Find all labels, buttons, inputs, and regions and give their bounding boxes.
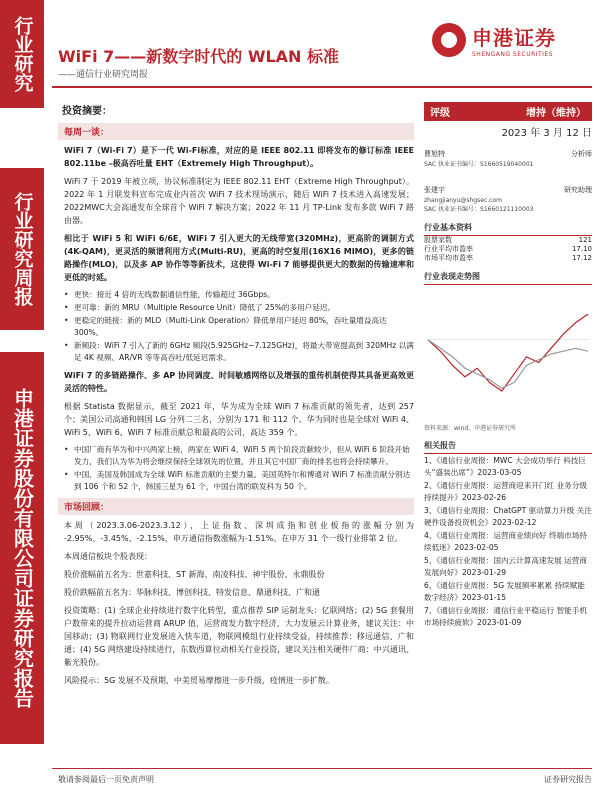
analyst-block (424, 149, 592, 214)
basic-key: 市场平均市盈率 (424, 254, 473, 262)
list-item: • 更快：接近 4 倍的无线数据通信性能，传输超过 36Gbps。 (64, 289, 414, 301)
paragraph-4: WiFi 7 的多链路操作、多 AP 协同调度、时间敏感网络以及增强的重传机制使得其具备更高效更灵活的特性。 (64, 371, 414, 393)
side-panel (424, 102, 592, 629)
basic-value: 17.10 (571, 245, 592, 253)
paragraph-1: WiFi 7（Wi-Fi 7）是下一代 Wi-Fi标准，对应的是 IEEE 802.11 即将发布的修订标准 IEEE 802.11be –极高吞吐量 EHT（Extremely High Throughput）。 (64, 146, 414, 168)
analyst-name: 张建宇 (424, 186, 445, 194)
section-market-review: 市场回顾： (58, 498, 414, 515)
left-sidebar (0, 0, 44, 800)
chart-series-1 (428, 314, 588, 391)
footer-disclaimer[interactable]: 敬请参阅最后一页免责声明 (58, 775, 154, 784)
analyst-role: 研究助理 (564, 186, 592, 194)
paragraph-2: WiFi 7 于 2019 年被立项，协议标准制定为 IEEE 802.11 EHT（Extreme High Throughput）。2022 年 1 月联发科宣布完成业内首次 WiFi 7 技术现场演示，随后 WiFi 7 技术进入高速发展；2022MWC大会高通发布全球首个 WiFi 7 解决方案；2022 年 11 月 TP-Link 发布多款 WiFi 7 路由器。 (64, 177, 414, 225)
related-report-link[interactable]: 1、《通信行业周报：MWC 大会成功举行 科技巨头“盛装出席”》2023-03-05 (424, 456, 586, 477)
table-row (424, 236, 592, 245)
analyst-email[interactable]: zhangjianyu@shgsec.com (424, 197, 502, 204)
analyst-cert: SAC 执业证书编号：S1660519040001 (424, 161, 534, 168)
analyst-role: 分析师 (571, 150, 592, 158)
paragraph-9: 股价跌幅前五名为：华脉科技、博创科技、特发信息、鼎通科技、广和通 (64, 588, 320, 597)
rating-label: 评级 (430, 108, 450, 119)
basic-value: 121 (578, 236, 592, 244)
list-item: • 更稳定的链接：新的 MLO（Multi-Link Operation）降低单用户延迟 80%，吞吐量增益高达 300%。 (64, 315, 414, 339)
list-item: • 中国厂商有华为和中兴两家上榜，两家在 WiFi 4、WiFi 5 两个阶段贡献较少，但从 WiFi 6 阶段开始发力，我们认为华为将会继续保持全球领先的位置，并且其它中国厂商的排名也将会持续攀升。 (64, 444, 414, 468)
related-report-link[interactable]: 2、《通信行业周报：运营商迎来开门红 业务分级持续提升》2023-02-26 (424, 481, 587, 502)
related-reports-list (424, 455, 592, 629)
page-footer (58, 774, 592, 785)
sidebar-block-industry: 行业研究 (0, 0, 44, 108)
list-item: • 中国、美国及韩国成为全球 WiFi 标准贡献的主要力量。美国英特尔和博通对 WiFi 7 标准贡献分别达到 106 个和 52 个，韩国三星为 61 个，中国台湾的联发科为 50 个。 (64, 469, 414, 493)
basic-info-table (424, 236, 592, 263)
logo-mark-icon (432, 23, 466, 57)
industry-trend-chart (424, 289, 592, 419)
section-weekly-talk: 每周一谈： (58, 123, 414, 140)
paragraph-strategy: 投资策略：(1) 全球企业持续进行数字化转型，重点推荐 SIP 运制龙头：亿联网络；(2) 5G 套餐用户数带来的提升拉动运营商 ARUP 值，运营商发力数字经济，大力发展云计算业务，建议关注：中国移动；(3) 物联网行业发展进入快车道，物联网模组行业持续受益，持续推荐：移远通信、广和通；(4) 5G 网络建设持续进行，东数西算拉动相关行业投资，建议关注相关硬件厂商：中兴通讯、紫光股份。 (64, 606, 414, 667)
list-item: • 新频段：WiFi 7 引入了新的 6GHz 频段(5.925GHz~7.125GHz)，将最大带宽提高到 320MHz 以满足 4K 视频、AR/VR 等等高吞吐/低延迟需求。 (64, 340, 414, 364)
related-report-link[interactable]: 3、《通信行业周报：ChatGPT 驱动算力升级 关注硬件设备投资机会》2023-02-12 (424, 506, 592, 527)
paragraph-7: 本周通信板块个股表现： (64, 552, 152, 561)
footer-label: 证券研究报告 (544, 775, 592, 784)
paragraph-3: 相比于 WiFi 5 和 WiFi 6/6E，WiFi 7 引入更大的无线带宽(320MHz)，更高阶的调制方式(4K-QAM)，更灵活的频谱利用方式(Multi-RU)，更高的时空复用(16X16 MIMO)，更多的链路操作(MLO)，以及多 AP 协作等等新技术，这使得 Wi-Fi 7 能够提供更大的数据的传输速率和更低的时延。 (64, 234, 414, 282)
basic-info-title: 行业基本资料 (424, 222, 592, 236)
related-report-link[interactable]: 7、《通信行业周报：通信行业平稳运行 智能手机市场持续疲软》2023-01-09 (424, 606, 587, 627)
rating-value: 增持（维持） (526, 108, 586, 119)
page-title: WiFi 7——新数字时代的 WLAN 标准 (58, 47, 340, 66)
bullet-list-1 (64, 289, 414, 364)
page-subtitle: ——通信行业研究周报 (58, 70, 149, 80)
footer-divider (52, 768, 592, 769)
analyst-name: 曹旭特 (424, 150, 445, 158)
bullet-list-2 (64, 444, 414, 493)
paragraph-8: 股价涨幅前五名为：世嘉科技、ST 新海、南凌科技、神宇股份、永鼎股份 (64, 570, 325, 579)
paragraph-6: 本周（2023.3.06-2023.3.12），上证指数、深圳成指和创业板指的涨幅分别为 -2.95%、-3.45%、-2.15%，申万通信指数涨幅为-1.51%。在申万 31 个一级行业排第 2 位。 (64, 521, 414, 543)
table-row (424, 254, 592, 263)
chart-title: 行业表现走势图 (424, 271, 592, 285)
list-item: • 更可靠：新的 MRU（Multiple Resource Unit）降低了 25%的多用户延迟。 (64, 302, 414, 314)
table-row (424, 245, 592, 254)
paragraph-5: 根据 Statista 数据显示，截至 2021 年，华为成为全球 WiFi 7 标准贡献的领先者，达到 257 个；美国公司高通和韩国 LG 分列二三名，分别为 171 和 112 个。华为同时也是全球对 WiFi 4、WiFi 5、WiFi 6、WiFi 7 标准贡献总和最高的公司，高达 359 个。 (64, 402, 414, 437)
basic-value: 17.12 (571, 254, 592, 262)
sidebar-block-company: 申港证券股份有限公司证券研究报告 (0, 352, 44, 744)
basic-key: 股票家数 (424, 236, 452, 244)
related-report-link[interactable]: 6、《通信行业周报：5G 发展频率累累 持续赋能数字经济》2023-01-15 (424, 581, 585, 602)
chart-source: 资料来源：wind，申港证券研究所 (424, 425, 517, 432)
related-report-link[interactable]: 5、《通信行业周报：国内云计算高速发展 运营商发展向好》2023-01-29 (424, 556, 587, 577)
rating-bar (424, 102, 592, 121)
company-logo (432, 22, 556, 58)
analyst-cert: SAC 执业证书编号：S1660121110003 (424, 206, 534, 213)
report-date: 2023 年 3 月 12 日 (501, 128, 592, 139)
paragraph-risk: 风险提示：5G 发展不及预期，中美贸易摩擦进一步升级，疫情进一步扩散。 (64, 676, 334, 685)
main-content (58, 102, 414, 692)
basic-key: 行业平均市盈率 (424, 245, 473, 253)
logo-en-text: SHENGANG SECURITIES (472, 51, 554, 58)
related-reports-title: 相关报告 (424, 440, 592, 454)
sidebar-block-weekly: 行业研究周报 (0, 168, 44, 330)
summary-title: 投资摘要： (62, 106, 112, 117)
logo-cn-text: 申港证券 (472, 26, 556, 50)
related-report-link[interactable]: 4、《通信行业周报：运营商业绩向好 终端市场持续低迷》2023-02-05 (424, 531, 587, 552)
header-divider (52, 86, 592, 88)
